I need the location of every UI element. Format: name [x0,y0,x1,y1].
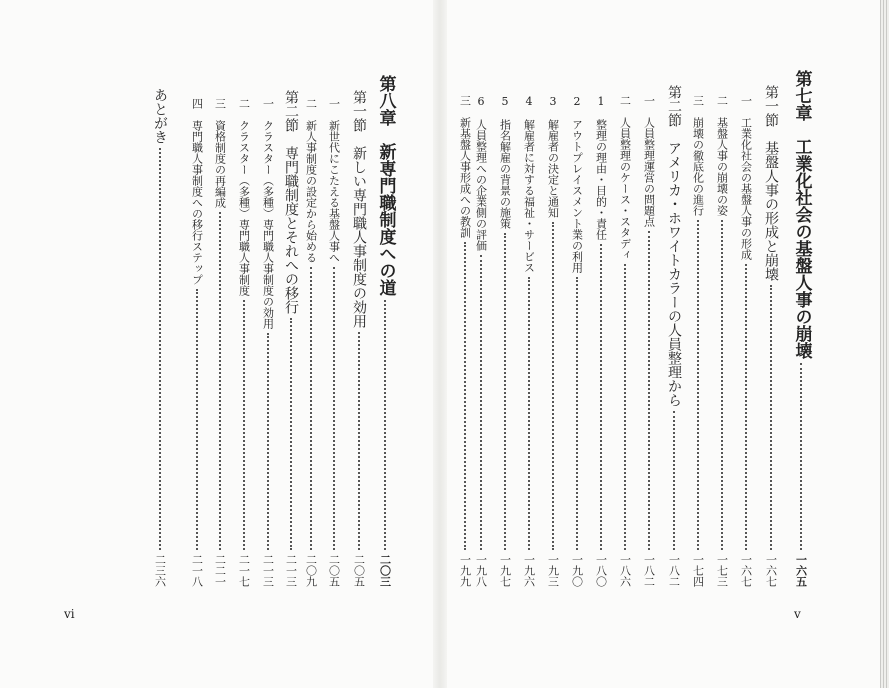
book-gutter [433,0,447,688]
toc-entry-title: 第一節 新しい専門職人事制度の効用 [351,90,367,328]
page-number-left: vi [64,607,75,621]
toc-entry-title: 第二節 アメリカ・ホワイトカラーの人員整理から [666,85,682,407]
toc-entry [210,98,230,587]
dot-leader [528,277,530,550]
toc-page-number: 一八二 [642,554,656,587]
toc-entry [712,95,732,587]
toc-page-number: 二一三 [261,554,275,587]
toc-entry [375,75,395,587]
dot-leader [624,264,626,550]
toc-page-number: 一九六 [522,554,536,587]
toc-entry-title: 三 新基盤人事形成への教訓 [458,95,472,238]
toc-entry [258,98,278,587]
toc-entry [495,95,515,587]
dot-leader [697,220,699,550]
toc-page-number: 二一七 [237,554,251,587]
toc-page-number: 一七三 [715,554,729,587]
toc-entry-title: 2 アウトプレイスメント業の利用 [570,95,584,273]
dot-leader [745,264,747,550]
toc-page-number: 二〇三 [378,554,392,587]
dot-leader [290,318,292,550]
toc-entry [615,95,635,587]
toc-entry [688,95,708,587]
toc-entry [349,90,369,587]
toc-entry-title: 第八章 新専門職制度への道 [375,75,396,296]
toc-entry-title: あとがき [152,88,168,144]
dot-leader [243,300,245,550]
toc-entry [324,98,344,587]
toc-page-number: 一九七 [498,554,512,587]
dot-leader [267,333,269,550]
toc-page-number: 一九九 [458,554,472,587]
toc-entry-title: 第七章 工業化社会の基盤人事の崩壊 [791,70,812,359]
toc-entry-title: 第二節 専門職制度とそれへの移行 [283,90,299,314]
toc-entry [791,70,811,587]
toc-entry [150,88,170,587]
toc-entry-title: 三 資格制度の再編成 [213,98,227,208]
toc-page-number: 一八六 [618,554,632,587]
toc-entry-title: 一 人員整理運営の問題点 [642,95,656,227]
toc-page-number: 一六七 [739,554,753,587]
toc-entry-title: 1 整理の理由・目的・責任 [594,95,608,240]
toc-entry [591,95,611,587]
dot-leader [384,300,386,550]
toc-entry [234,98,254,587]
toc-page-number: 一八二 [667,554,681,587]
toc-entry-title: 二 基盤人事の崩壊の姿 [715,95,729,216]
toc-page-number: 一六五 [794,554,808,587]
toc-entry [567,95,587,587]
dot-leader [576,277,578,550]
toc-entry [761,85,781,587]
toc-page-number: 一九八 [474,554,488,587]
toc-entry-title: 三 崩壊の徹底化の進行 [691,95,705,216]
toc-entry [187,98,207,587]
toc-entry [519,95,539,587]
dot-leader [721,220,723,550]
toc-entry-title: 第一節 基盤人事の形成と崩壊 [763,85,779,281]
toc-entry-title: 一 工業化社会の基盤人事の形成 [739,95,753,260]
toc-page-number: 一六七 [764,554,778,587]
dot-leader [310,267,312,550]
dot-leader [196,289,198,550]
toc-page-number: 二一三 [284,554,298,587]
toc-entry [281,90,301,587]
dot-leader [770,285,772,550]
toc-entry-title: 四 専門職人事制度への移行ステップ [190,98,204,285]
toc-entry-title: 二 人員整理のケース・スタディ [618,95,632,260]
toc-entry [639,95,659,587]
toc-entry [543,95,563,587]
toc-entry-title: 一 新世代にこたえる基盤人事へ [327,98,341,263]
toc-entry [301,98,321,587]
toc-page-number: 二三六 [153,554,167,587]
toc-page-number: 二〇五 [327,554,341,587]
toc-entry [736,95,756,587]
dot-leader [673,411,675,550]
toc-entry-title: 5 指名解雇の背景の施策 [498,95,512,229]
toc-page-number: 二〇九 [304,554,318,587]
toc-page-number: 一九三 [546,554,560,587]
dot-leader [464,242,466,550]
dot-leader [358,332,360,550]
toc-page-number: 一九〇 [570,554,584,587]
toc-entry [664,85,684,587]
toc-entry [455,95,475,587]
page-number-right: v [794,607,801,621]
dot-leader [552,222,554,550]
toc-entry-title: 4 解雇者に対する福祉・サービス [522,95,536,273]
toc-page-number: 二二一 [213,554,227,587]
toc-page-number: 一八〇 [594,554,608,587]
dot-leader [648,231,650,550]
dot-leader [504,233,506,550]
toc-entry-title: 二 クラスター（多種）専門職人事制度 [237,98,251,296]
dot-leader [480,255,482,550]
toc-entry-title: 6 人員整理への企業側の評価 [474,95,488,251]
dot-leader [800,363,802,550]
toc-page-number: 一七四 [691,554,705,587]
toc-entry-title: 3 解雇者の決定と通知 [546,95,560,218]
dot-leader [333,267,335,550]
dot-leader [219,212,221,550]
toc-entry-title: 一 クラスター（多種）専門職人事制度の効用 [261,98,275,329]
dot-leader [600,244,602,550]
toc-entry-title: 二 新人事制度の設定から始める [304,98,318,263]
toc-page-number: 二一八 [190,554,204,587]
dot-leader [159,148,161,550]
page-edge [880,0,889,688]
toc-page-number: 二〇五 [352,554,366,587]
